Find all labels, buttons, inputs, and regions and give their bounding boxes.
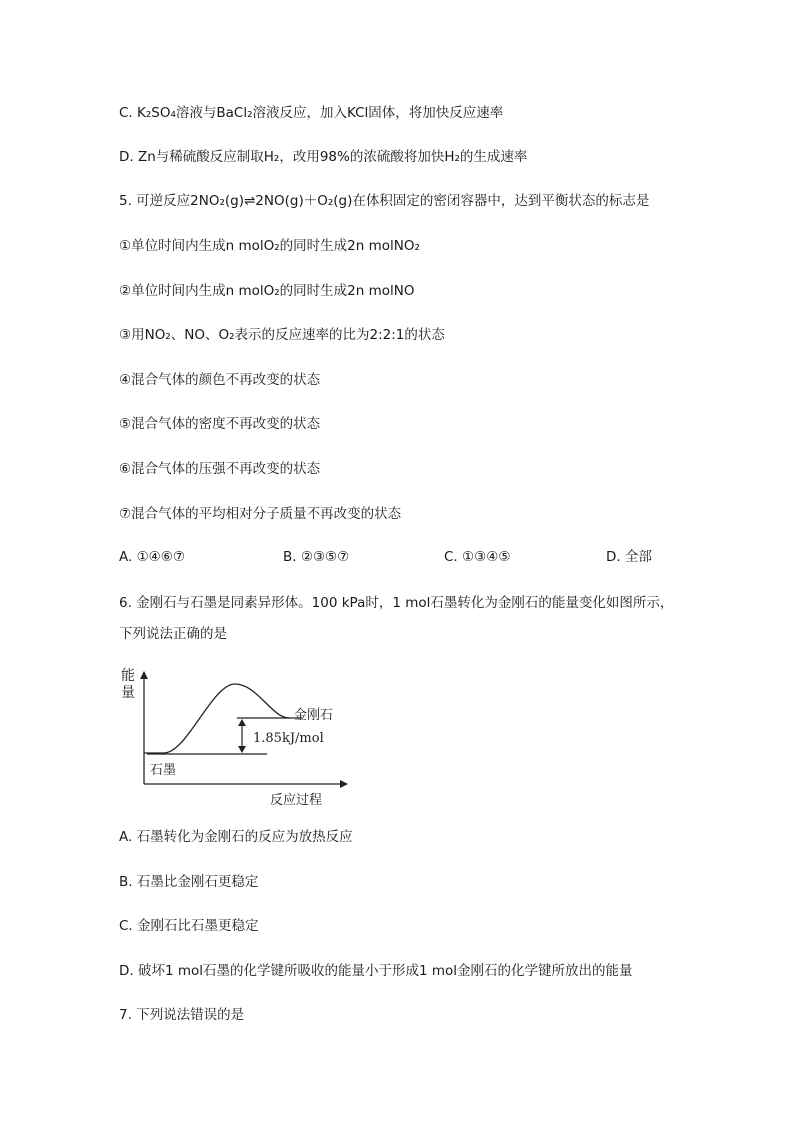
y-axis-label-1: 能 xyxy=(121,668,135,684)
q5-options xyxy=(119,548,679,566)
q6-stem-line-2: 下列说法正确的是 xyxy=(119,626,227,642)
energy-diagram xyxy=(117,662,377,812)
diamond-label: 金刚石 xyxy=(294,708,334,723)
q5-statement-5: ⑤混合气体的密度不再改变的状态 xyxy=(119,416,321,432)
graphite-label: 石墨 xyxy=(150,763,177,778)
q6-stem-line-1: 6. 金刚石与石墨是同素异形体。100 kPa时，1 mol石墨转化为金刚石的能量变化如图所示， xyxy=(119,595,674,611)
q5-stem: 5. 可逆反应2NO₂(g)⇌2NO(g)＋O₂(g)在体积固定的密闭容器中，达到平衡状态的标志是 xyxy=(119,193,650,209)
q6-option-a: A. 石墨转化为金刚石的反应为放热反应 xyxy=(119,829,353,845)
q5-statement-4: ④混合气体的颜色不再改变的状态 xyxy=(119,372,321,388)
gap-arrowhead-bottom xyxy=(238,746,246,753)
q5-statement-6: ⑥混合气体的压强不再改变的状态 xyxy=(119,461,321,477)
q6-option-d: D. 破坏1 mol石墨的化学键所吸收的能量小于形成1 mol金刚石的化学键所放出的能量 xyxy=(119,963,633,979)
q5-option-d: D. 全部 xyxy=(606,549,652,565)
q5-option-a: A. ①④⑥⑦ xyxy=(119,549,185,565)
q6-option-c: C. 金刚石比石墨更稳定 xyxy=(119,918,259,934)
q5-statement-1: ①单位时间内生成n molO₂的同时生成2n molNO₂ xyxy=(119,238,420,254)
q4-option-d: D. Zn与稀硫酸反应制取H₂，改用98%的浓硫酸将加快H₂的生成速率 xyxy=(119,149,528,165)
q5-statement-3: ③用NO₂、NO、O₂表示的反应速率的比为2:2:1的状态 xyxy=(119,327,445,343)
gap-arrowhead-top xyxy=(238,719,246,726)
x-axis-label: 反应过程 xyxy=(270,793,323,808)
q5-statement-2: ②单位时间内生成n molO₂的同时生成2n molNO xyxy=(119,283,415,299)
q4-option-c: C. K₂SO₄溶液与BaCl₂溶液反应，加入KCl固体，将加快反应速率 xyxy=(119,105,504,121)
y-axis-label-2: 量 xyxy=(121,685,135,701)
q5-option-c: C. ①③④⑤ xyxy=(444,549,511,565)
q7-stem: 7. 下列说法错误的是 xyxy=(119,1007,245,1023)
q6-option-b: B. 石墨比金刚石更稳定 xyxy=(119,874,259,890)
energy-change-label: 1.85kJ/mol xyxy=(253,731,324,746)
q5-statement-7: ⑦混合气体的平均相对分子质量不再改变的状态 xyxy=(119,506,402,522)
q5-option-b: B. ②③⑤⑦ xyxy=(283,549,350,565)
